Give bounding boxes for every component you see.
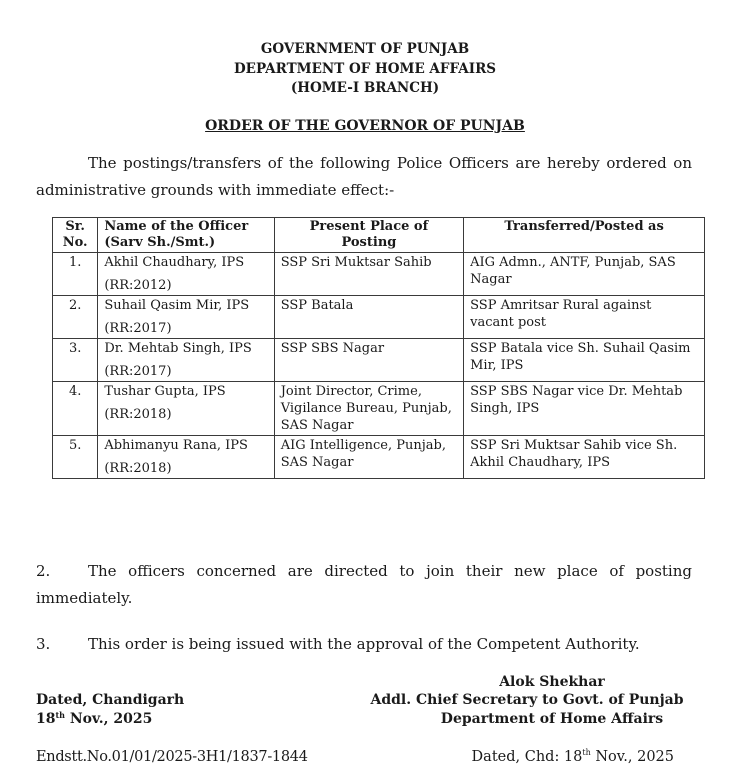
signatory-name: Alok Shekhar — [499, 674, 605, 690]
paragraph-2-number: 2. — [36, 562, 51, 580]
header-department: DEPARTMENT OF HOME AFFAIRS — [233, 61, 497, 77]
paragraph-3 — [36, 631, 692, 658]
dated-suffix: th — [55, 710, 65, 720]
col-header-name: Name of the Officer (Sarv Sh./Smt.) — [98, 218, 274, 253]
officer-batch: (RR:2018) — [104, 407, 172, 422]
row-transferred: SSP Sri Muktsar Sahib vice Sh. Akhil Chaudhary, IPS — [464, 436, 705, 479]
paragraph-3-number: 3. — [36, 635, 51, 653]
dated-place: Dated, Chandigarh — [36, 692, 185, 708]
row-sr: 4. — [53, 382, 98, 436]
officer-name: Tushar Gupta, IPS — [104, 384, 226, 399]
signatory-department: Department of Home Affairs — [440, 711, 664, 727]
endorsement-number: Endstt.No.01/01/2025-3H1/1837-1844 — [36, 749, 308, 765]
row-sr: 3. — [53, 339, 98, 382]
row-name — [98, 436, 274, 479]
row-transferred: SSP Amritsar Rural against vacant post — [464, 296, 705, 339]
endorsement-date-prefix: Dated, Chd: 18 — [471, 749, 583, 765]
header-government: GOVERNMENT OF PUNJAB — [260, 41, 470, 57]
col-header-sr: Sr. No. — [53, 218, 98, 253]
paragraph-3-text: This order is being issued with the approval of the Competent Authority. — [88, 635, 640, 653]
row-sr: 5. — [53, 436, 98, 479]
row-sr: 2. — [53, 296, 98, 339]
table-row — [53, 339, 705, 382]
officer-name: Abhimanyu Rana, IPS — [104, 438, 248, 453]
table-row — [53, 253, 705, 296]
paragraph-2-text: The officers concerned are directed to join their new place of posting immediately. — [36, 562, 692, 607]
table-row — [53, 436, 705, 479]
endorsement-date-suffix: th — [582, 748, 591, 757]
officer-name: Akhil Chaudhary, IPS — [104, 255, 245, 270]
row-present: SSP SBS Nagar — [274, 339, 463, 382]
row-sr: 1. — [53, 253, 98, 296]
officer-batch: (RR:2012) — [104, 278, 172, 293]
row-name — [98, 339, 274, 382]
header-branch: (HOME-I BRANCH) — [290, 80, 440, 96]
col-header-transferred: Transferred/Posted as — [464, 218, 705, 253]
endorsement-date — [472, 749, 674, 765]
row-transferred: SSP SBS Nagar vice Dr. Mehtab Singh, IPS — [464, 382, 705, 436]
officer-batch: (RR:2018) — [104, 461, 172, 476]
dated-rest: Nov., 2025 — [65, 711, 153, 727]
row-present: Joint Director, Crime, Vigilance Bureau, Punjab, SAS Nagar — [274, 382, 463, 436]
row-name — [98, 382, 274, 436]
table-header-row — [53, 218, 705, 253]
order-title: ORDER OF THE GOVERNOR OF PUNJAB — [205, 118, 525, 134]
intro-paragraph: The postings/transfers of the following Police Officers are hereby ordered on administrative grounds with immediate effect:- — [36, 154, 692, 199]
col-header-present: Present Place of Posting — [274, 218, 463, 253]
officer-batch: (RR:2017) — [104, 321, 172, 336]
row-name — [98, 296, 274, 339]
row-transferred: SSP Batala vice Sh. Suhail Qasim Mir, IPS — [464, 339, 705, 382]
row-present: SSP Batala — [274, 296, 463, 339]
row-transferred: AIG Admn., ANTF, Punjab, SAS Nagar — [464, 253, 705, 296]
officers-table — [52, 217, 705, 479]
row-present: AIG Intelligence, Punjab, SAS Nagar — [274, 436, 463, 479]
officer-name: Suhail Qasim Mir, IPS — [104, 298, 250, 313]
endorsement-date-rest: Nov., 2025 — [590, 749, 674, 765]
signatory-designation: Addl. Chief Secretary to Govt. of Punjab — [370, 692, 684, 708]
dated-day: 18 — [36, 711, 56, 727]
row-name — [98, 253, 274, 296]
officer-name: Dr. Mehtab Singh, IPS — [104, 341, 252, 356]
table-row — [53, 382, 705, 436]
table-row — [53, 296, 705, 339]
row-present: SSP Sri Muktsar Sahib — [274, 253, 463, 296]
dated-date — [36, 711, 152, 727]
officer-batch: (RR:2017) — [104, 364, 172, 379]
paragraph-2 — [36, 558, 692, 612]
